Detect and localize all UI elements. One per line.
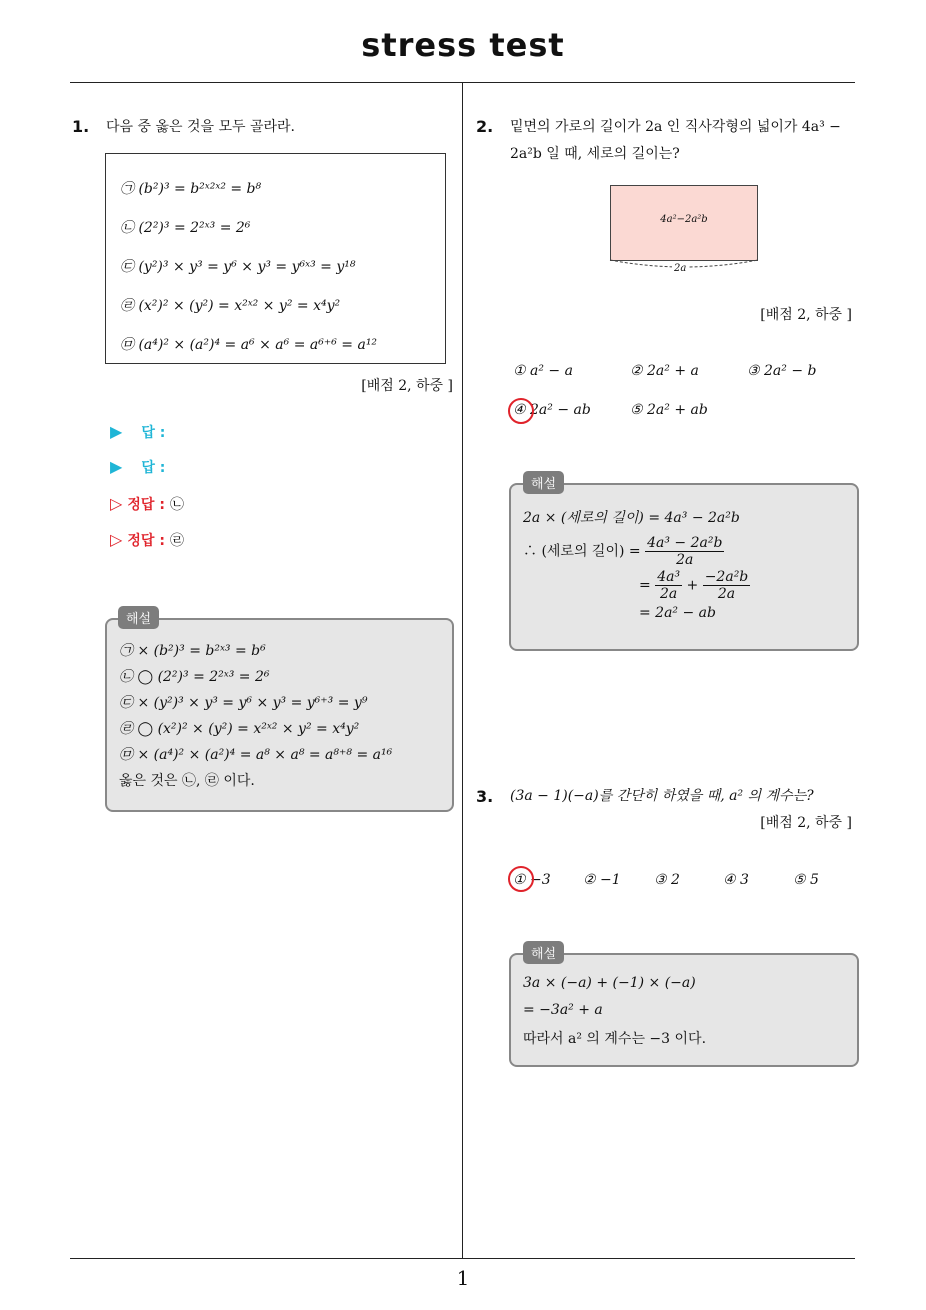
equals-sign: =: [639, 577, 651, 594]
q3-choice-1[interactable]: ① −3: [513, 872, 551, 888]
page-title: stress test: [361, 26, 565, 64]
q3-sol-line-2: = −3a² + a: [523, 1002, 603, 1018]
q3-number: 3.: [476, 787, 494, 806]
fraction-denominator: 2a: [717, 586, 736, 602]
q1-sol-line-2: ㉡ ◯ (2²)³ = 2²ˣ³ = 2⁶: [119, 669, 270, 685]
q1-option-5: ㉤ (a⁴)² × (a²)⁴ = a⁶ × a⁶ = a⁶⁺⁶ = a¹²: [120, 337, 378, 353]
fraction-denominator: 2a: [659, 586, 678, 602]
q2-choice-4[interactable]: ④ 2a² − ab: [513, 402, 591, 418]
fraction-numerator: 4a³ − 2a²b: [647, 535, 723, 551]
q1-solution-tag: 해설: [118, 606, 159, 629]
page-number: 1: [456, 1266, 470, 1290]
q1-solution-box: [105, 618, 454, 812]
plus-sign: +: [686, 577, 699, 594]
q2-solution-tag: 해설: [523, 471, 564, 494]
q1-text: 다음 중 옳은 것을 모두 골라라.: [106, 119, 295, 135]
play-icon: ▶: [110, 422, 123, 441]
q2-text-2: 2a²b 일 때, 세로의 길이는?: [510, 146, 680, 162]
q2-sol-lhs: ∴ (세로의 길이) =: [523, 543, 641, 560]
q2-choice-2[interactable]: ② 2a² + a: [630, 363, 699, 379]
q3-choice-3[interactable]: ③ 2: [654, 872, 680, 888]
q3-text: (3a − 1)(−a)를 간단히 하였을 때, a² 의 계수는?: [510, 788, 814, 804]
q2-sol-line-2: [523, 535, 724, 568]
q3-sol-line-3: 따라서 a² 의 계수는 −3 이다.: [523, 1031, 707, 1047]
q3-solution-tag: 해설: [523, 941, 564, 964]
q2-sol-line-4: = 2a² − ab: [639, 605, 716, 621]
q1-option-3: ㉢ (y²)³ × y³ = y⁶ × y³ = y⁶ˣ³ = y¹⁸: [120, 259, 356, 275]
q2-rectangle-figure: [610, 185, 758, 261]
q2-choice-5[interactable]: ⑤ 2a² + ab: [630, 402, 708, 418]
q3-sol-line-1: 3a × (−a) + (−1) × (−a): [523, 975, 696, 991]
q1-answer-row-2: [110, 457, 165, 477]
q1-option-4: ㉣ (x²)² × (y²) = x²ˣ² × y² = x⁴y²: [120, 298, 341, 314]
q2-choice-3[interactable]: ③ 2a² − b: [747, 363, 817, 379]
play-icon: ▶: [110, 457, 123, 476]
q2-sol-fraction-3: [703, 569, 751, 602]
q1-sol-line-3: ㉢ × (y²)³ × y³ = y⁶ × y³ = y⁶⁺³ = y⁹: [119, 695, 368, 711]
q1-score: [배점 2, 하중 ]: [361, 378, 453, 394]
q1-option-1: ㉠ (b²)³ = b²ˣ²ˣ² = b⁸: [120, 181, 262, 197]
q2-number: 2.: [476, 117, 494, 136]
play-outline-icon: ▷: [110, 530, 123, 549]
q2-text-1: 밑면의 가로의 길이가 2a 인 직사각형의 넓이가 4a³ −: [510, 119, 841, 135]
correct-value: ㉣: [170, 533, 185, 549]
q2-choice-1[interactable]: ① a² − a: [513, 363, 573, 379]
fraction-numerator: 4a³: [657, 569, 681, 585]
q2-score: [배점 2, 하중 ]: [760, 307, 852, 323]
q1-number: 1.: [72, 117, 90, 136]
q3-choice-4[interactable]: ④ 3: [723, 872, 749, 888]
q3-score: [배점 2, 하중 ]: [760, 815, 852, 831]
correct-value: ㉡: [170, 497, 185, 513]
q2-sol-fraction-2: [655, 569, 682, 602]
q1-sol-line-5: ㉤ × (a⁴)² × (a²)⁴ = a⁸ × a⁸ = a⁸⁺⁸ = a¹⁶: [119, 747, 393, 763]
q3-choice-5[interactable]: ⑤ 5: [793, 872, 819, 888]
q2-figure-area-label: 4a²−2a²b: [660, 214, 708, 225]
column-divider: [462, 83, 463, 1259]
q3-choice-2[interactable]: ② −1: [583, 872, 621, 888]
fraction-denominator: 2a: [676, 552, 694, 568]
q1-option-2: ㉡ (2²)³ = 2²ˣ³ = 2⁶: [120, 220, 251, 236]
q1-sol-line-6: 옳은 것은 ㉡, ㉣ 이다.: [119, 773, 255, 789]
q2-sol-line-3: [639, 569, 750, 602]
correct-label: 정답 :: [127, 497, 165, 513]
q1-answer-row-1: [110, 422, 165, 442]
q2-figure-base-label: 2a: [674, 263, 687, 274]
answer-label: 답 :: [141, 460, 166, 476]
q1-options-box: [105, 153, 446, 364]
q2-sol-fraction-1: [645, 535, 724, 568]
q1-sol-line-4: ㉣ ◯ (x²)² × (y²) = x²ˣ² × y² = x⁴y²: [119, 721, 360, 737]
footer-rule: [70, 1258, 855, 1259]
q2-solution-box: [509, 483, 859, 651]
q1-correct-row-1: [110, 494, 184, 514]
q3-solution-box: [509, 953, 859, 1067]
q2-sol-line-1: 2a × (세로의 길이) = 4a³ − 2a²b: [523, 510, 740, 526]
fraction-numerator: −2a²b: [704, 569, 749, 585]
q1-sol-line-1: ㉠ × (b²)³ = b²ˣ³ = b⁶: [119, 643, 266, 659]
correct-label: 정답 :: [127, 533, 165, 549]
selected-answer-circle-icon: [508, 866, 534, 892]
play-outline-icon: ▷: [110, 494, 123, 513]
q1-correct-row-2: [110, 530, 184, 550]
answer-label: 답 :: [141, 425, 166, 441]
selected-answer-circle-icon: [508, 398, 534, 424]
